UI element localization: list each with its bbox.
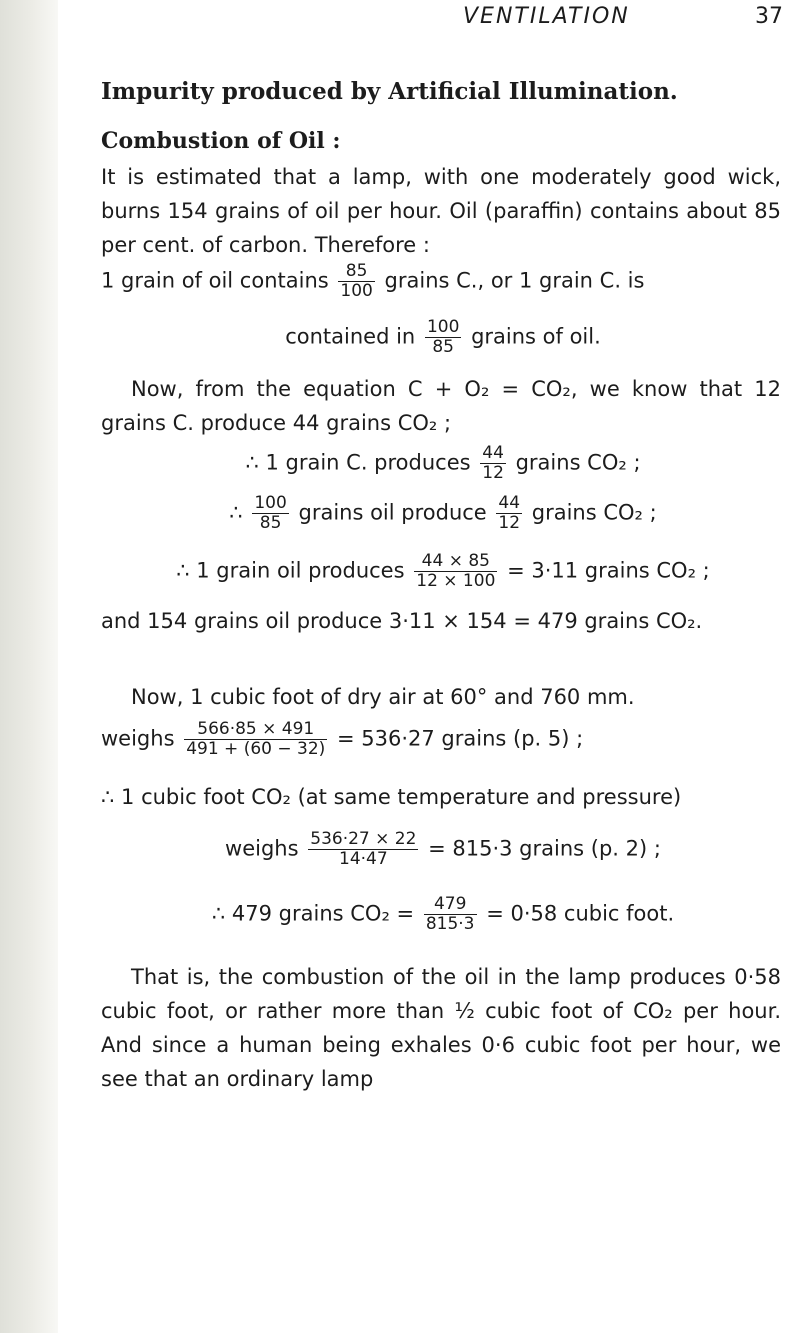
equation-1 xyxy=(101,262,644,301)
equation-2: contained in $\frac{100}{85}$ grains of oil. xyxy=(285,317,601,357)
paragraph-5: ∴ 1 cubic foot CO₂ (at same temperature and pressure) xyxy=(101,785,682,809)
equation-6: weighs $\frac{566\cdot 85 \times 491}{491 + (60 - 32)}$ = 536·27 grains (p. 5) ; xyxy=(101,719,584,759)
eq2-fraction: $\frac{100}{85}$ xyxy=(426,317,460,357)
paragraph-3: and 154 grains oil produce 3·11 × 154 = 479 grains CO₂. xyxy=(101,609,703,633)
book-page xyxy=(93,0,783,1333)
paragraph-2: Now, from the equation C + O₂ = CO₂, we know that 12 grains C. produce 44 grains CO₂ ; xyxy=(101,377,781,435)
paragraph-4: Now, 1 cubic foot of dry air at 60° and 760 mm. xyxy=(131,685,635,709)
paragraph-1: It is estimated that a lamp, with one moderately good wick, burns 154 grains of oil per hour. Oil (paraffin) contains about 85 per cent. of carbon. Therefore : xyxy=(101,165,781,257)
page-number: 37 xyxy=(755,4,783,29)
eq5-fraction: $\frac{44 \times 85}{12 \times 100}$ xyxy=(416,551,496,591)
equation-8: ∴ 479 grains CO₂ = $\frac{479}{815\cdot 3}$ = 0·58 cubic foot. xyxy=(211,894,675,934)
equation-7: weighs $\frac{536\cdot 27 \times 22}{14\cdot 47}$ = 815·3 grains (p. 2) ; xyxy=(225,829,661,869)
eq7-fraction: $\frac{536\cdot 27 \times 22}{14\cdot 47}$ xyxy=(310,829,417,869)
running-title: VENTILATION xyxy=(463,4,630,29)
section-title: Impurity produced by Artificial Illumination. xyxy=(101,78,678,105)
eq1-pre: 1 grain of oil contains xyxy=(101,268,329,293)
eq4-fraction-1: $\frac{100}{85}$ xyxy=(254,493,287,533)
paragraph-6: That is, the combustion of the oil in the lamp produces 0·58 cubic foot, or rather more than ½ cubic foot of CO₂ per hour. And since a human being exhales 0·6 cubic foot per hour, we see that an ordinary lamp xyxy=(101,965,781,1091)
equation-3: ∴ 1 grain C. produces $\frac{44}{12}$ grains CO₂ ; xyxy=(245,443,641,483)
eq1-post: grains C., or 1 grain C. is xyxy=(384,268,645,293)
eq8-fraction: $\frac{479}{815\cdot 3}$ xyxy=(425,894,475,934)
subheading: Combustion of Oil : xyxy=(101,128,341,154)
eq1-fraction: $\frac{85}{100}$ xyxy=(340,261,373,301)
eq6-fraction: $\frac{566\cdot 85 \times 491}{491 + (60 - 32)}$ xyxy=(186,719,326,759)
eq4-fraction-2: $\frac{44}{12}$ xyxy=(498,493,521,533)
equation-5: ∴ 1 grain oil produces $\frac{44 \times 85}{12 \times 100}$ = 3·11 grains CO₂ ; xyxy=(176,551,710,591)
equation-4: ∴ $\frac{100}{85}$ grains oil produce $\frac{44}{12}$ grains CO₂ ; xyxy=(229,493,657,533)
eq3-fraction: $\frac{44}{12}$ xyxy=(482,443,504,483)
page-edge-shadow xyxy=(0,0,58,1333)
